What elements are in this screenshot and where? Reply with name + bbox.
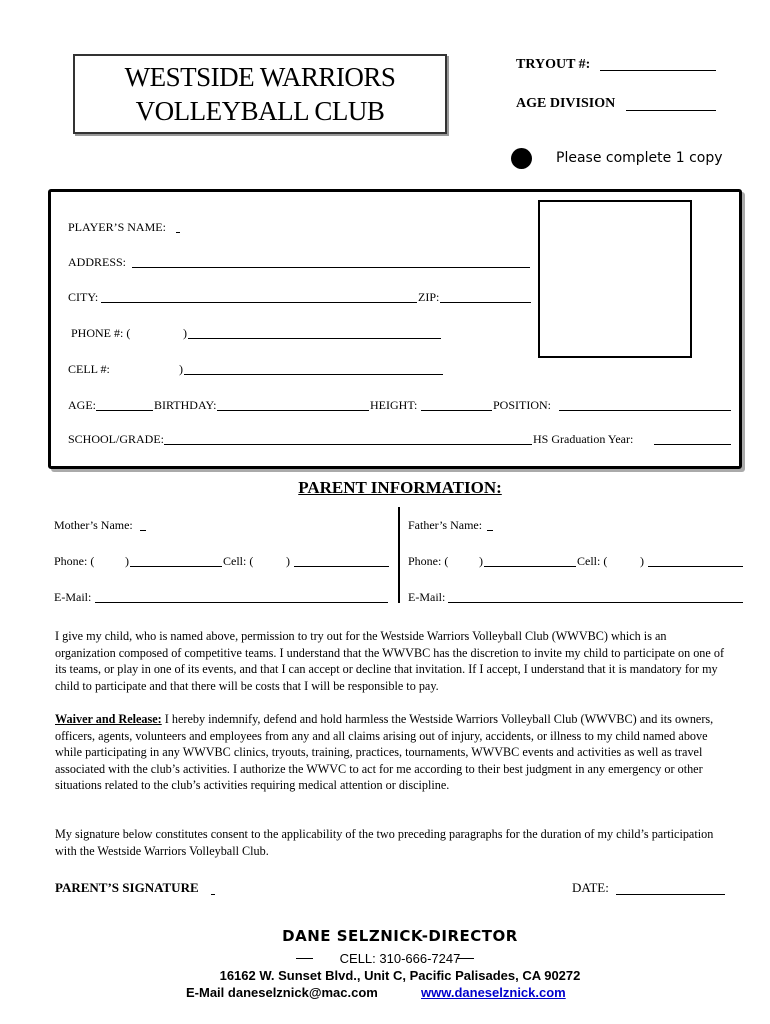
director-name: DANE SELZNICK-DIRECTOR bbox=[282, 927, 518, 945]
column-divider bbox=[398, 507, 400, 603]
parent-info-title: PARENT INFORMATION: bbox=[298, 478, 502, 497]
position-field[interactable] bbox=[559, 410, 731, 411]
father-name-field[interactable] bbox=[487, 530, 493, 531]
website-link[interactable]: www.daneselznick.com bbox=[421, 985, 566, 1000]
birthday-label: BIRTHDAY: bbox=[154, 398, 217, 412]
father-email-label: E-Mail: bbox=[408, 590, 446, 604]
mother-email-label: E-Mail: bbox=[54, 590, 92, 604]
father-cell-label: Cell: ( bbox=[577, 554, 608, 568]
photo-box[interactable] bbox=[538, 200, 692, 358]
hs-graduation-label: HS Graduation Year: bbox=[533, 432, 634, 446]
dash-right bbox=[457, 958, 474, 959]
waiver-label: Waiver and Release: bbox=[55, 712, 162, 726]
waiver-text: I hereby indemnify, defend and hold harmless the Westside Warriors Volleyball Club (WWVBC) and its owners, officers, agents, volunteers and employees from any and all claims arising out of injury, accidents, or illness to my child named above while participating in any WWVBC clinics, tryouts, training, practices, tournaments, WWVBC events and activities as well as travel associated with the club’s activities. I authorize the WWVC to act for me according to their best judgment in any emergency or other situations related to the club’s activities requiring medical attention or discipline. bbox=[55, 712, 714, 792]
school-grade-field[interactable] bbox=[164, 444, 532, 445]
father-email-field[interactable] bbox=[448, 602, 743, 603]
club-title-line2: VOLLEYBALL CLUB bbox=[135, 96, 385, 126]
address-field[interactable] bbox=[132, 267, 530, 268]
city-field[interactable] bbox=[101, 302, 417, 303]
copy-note: Please complete 1 copy bbox=[556, 150, 723, 166]
zip-field[interactable] bbox=[440, 302, 531, 303]
tryout-label: TRYOUT #: bbox=[516, 57, 591, 72]
position-label: POSITION: bbox=[493, 398, 552, 412]
date-field[interactable] bbox=[616, 894, 725, 895]
mother-phone-label: Phone: ( bbox=[54, 554, 95, 568]
age-division-label: AGE DIVISION bbox=[516, 96, 616, 111]
mother-cell-field[interactable] bbox=[294, 566, 389, 567]
consent-paragraph: My signature below constitutes consent to the applicability of the two preceding paragraphs for the duration of my child’s participation with the Westside Warriors Volleyball Club. bbox=[55, 827, 714, 858]
club-address: 16162 W. Sunset Blvd., Unit C, Pacific Palisades, CA 90272 bbox=[219, 968, 581, 983]
director-cell: CELL: 310-666-7247 bbox=[339, 951, 461, 966]
cell-field[interactable] bbox=[184, 374, 443, 375]
cell-label: CELL #: bbox=[68, 362, 110, 376]
age-field[interactable] bbox=[96, 410, 153, 411]
director-email: E-Mail daneselznick@mac.com bbox=[186, 985, 378, 1000]
mother-name-label: Mother’s Name: bbox=[54, 518, 133, 532]
father-name-label: Father’s Name: bbox=[408, 518, 483, 532]
date-label: DATE: bbox=[572, 880, 609, 895]
player-name-label: PLAYER’S NAME: bbox=[68, 220, 166, 234]
mother-cell-label: Cell: ( bbox=[223, 554, 254, 568]
waiver-paragraph bbox=[55, 711, 730, 794]
father-phone-label: Phone: ( bbox=[408, 554, 449, 568]
father-cell-paren: ) bbox=[640, 554, 644, 568]
mother-email-field[interactable] bbox=[95, 602, 388, 603]
signature-label: PARENT’S SIGNATURE bbox=[55, 880, 199, 895]
bullet-icon bbox=[511, 148, 532, 169]
phone-field[interactable] bbox=[188, 338, 441, 339]
father-phone-field[interactable] bbox=[484, 566, 576, 567]
zip-label: ZIP: bbox=[418, 290, 440, 304]
club-title-box bbox=[73, 54, 447, 134]
school-grade-label: SCHOOL/GRADE: bbox=[68, 432, 165, 446]
age-division-field[interactable] bbox=[626, 110, 716, 111]
signature-field[interactable] bbox=[211, 894, 215, 895]
father-phone-paren: ) bbox=[479, 554, 483, 568]
cell-paren: ) bbox=[179, 362, 183, 376]
mother-phone-field[interactable] bbox=[130, 566, 222, 567]
player-name-field[interactable] bbox=[176, 232, 180, 233]
club-title-line1: WESTSIDE WARRIORS bbox=[124, 62, 396, 92]
permission-paragraph: I give my child, who is named above, permission to try out for the Westside Warriors Volleyball Club (WWVBC) which is an organization composed of competitive teams. I understand that the WWVBC has the discretion to invite my child to participate on one of its teams, or play in one of its events, and that I can accept or decline that invitation. If I accept, I understand that it is mandatory for my child to participate and that there will be costs that I will be responsible to pay. bbox=[55, 629, 725, 693]
tryout-field[interactable] bbox=[600, 70, 716, 71]
height-field[interactable] bbox=[421, 410, 492, 411]
age-label: AGE: bbox=[68, 398, 96, 412]
phone-label: PHONE #: ( bbox=[71, 326, 131, 340]
mother-phone-paren: ) bbox=[125, 554, 129, 568]
hs-graduation-field[interactable] bbox=[654, 444, 731, 445]
father-cell-field[interactable] bbox=[648, 566, 743, 567]
address-label: ADDRESS: bbox=[68, 255, 127, 269]
height-label: HEIGHT: bbox=[370, 398, 418, 412]
phone-paren: ) bbox=[183, 326, 187, 340]
mother-cell-paren: ) bbox=[286, 554, 290, 568]
mother-name-field[interactable] bbox=[140, 530, 146, 531]
city-label: CITY: bbox=[68, 290, 99, 304]
birthday-field[interactable] bbox=[217, 410, 369, 411]
